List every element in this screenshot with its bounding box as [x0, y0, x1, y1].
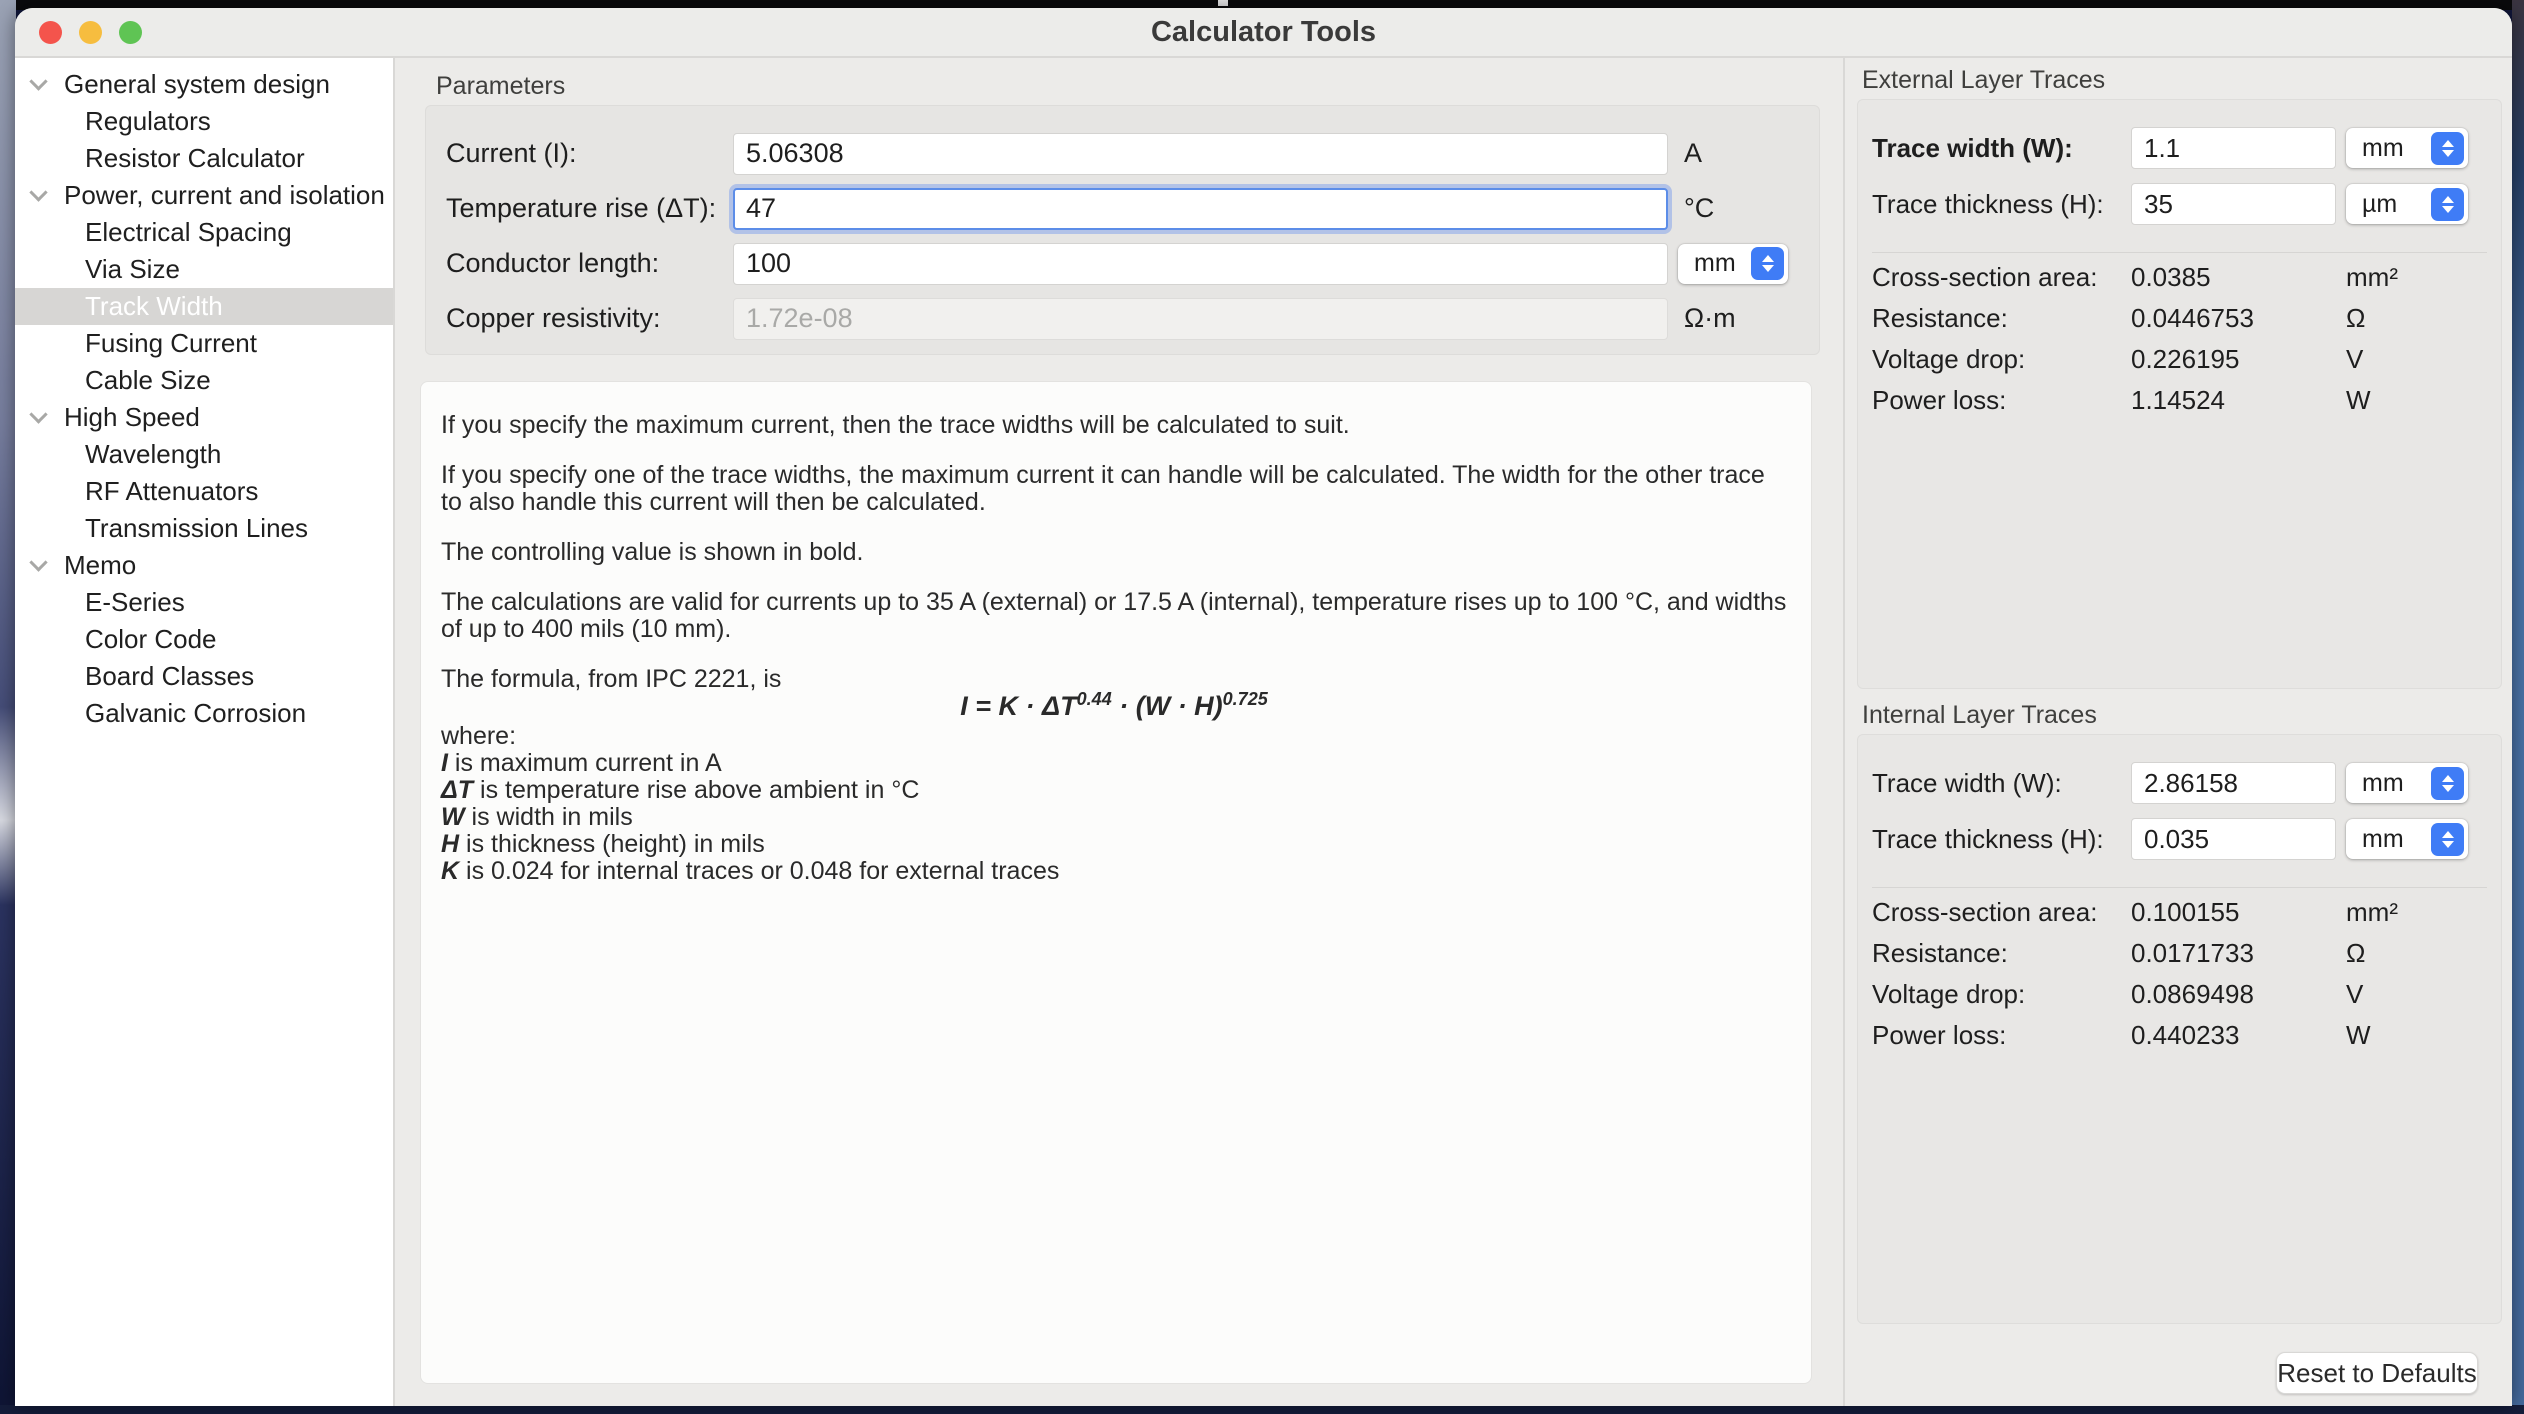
- external-trace-thickness-input[interactable]: [2131, 183, 2336, 225]
- internal-resistance-row: Resistance: 0.0171733 Ω: [1872, 938, 2366, 968]
- sidebar-item-power-current-isolation[interactable]: Power, current and isolation: [15, 177, 393, 214]
- sidebar-item-cable-size[interactable]: Cable Size: [85, 365, 211, 395]
- close-window-button[interactable]: [39, 21, 62, 44]
- where-item: I is maximum current in A: [441, 749, 722, 777]
- internal-power-loss-row: Power loss: 0.440233 W: [1872, 1020, 2371, 1050]
- temperature-rise-row: [426, 181, 1819, 236]
- conductor-length-unit-dropdown[interactable]: mm: [1678, 244, 1788, 284]
- stepper-icon: [2431, 188, 2464, 221]
- external-trace-width-label: Trace width (W):: [1872, 132, 2073, 163]
- temperature-rise-input[interactable]: [733, 188, 1668, 230]
- window-title: Calculator Tools: [1150, 15, 1377, 48]
- ipc2221-formula: $I = K \cdot \Delta T^{0.44} \cdot (W \cdot H)^{0.725}$: [960, 689, 1268, 721]
- external-layer-traces-group: [1857, 99, 2502, 689]
- sidebar-item-rf-attenuators[interactable]: RF Attenuators: [85, 476, 259, 506]
- external-power-loss-row: Power loss: 1.14524 W: [1872, 385, 2371, 415]
- internal-trace-thickness-label: Trace thickness (H):: [1872, 823, 2104, 854]
- where-item: K is 0.024 for internal traces or 0.048 for external traces: [441, 857, 1060, 885]
- current-label: Current (I):: [446, 138, 577, 168]
- parameters-group: [425, 105, 1820, 355]
- desktop-left-strip: [0, 0, 16, 1414]
- copper-resistivity-input: [733, 298, 1668, 340]
- external-trace-thickness-unit-dropdown[interactable]: µm: [2346, 184, 2468, 224]
- sidebar-item-board-classes[interactable]: Board Classes: [85, 661, 255, 691]
- sidebar-item-memo[interactable]: Memo: [15, 547, 393, 584]
- sidebar-item-color-code[interactable]: Color Code: [85, 624, 217, 654]
- internal-layer-traces-title: Internal Layer Traces: [1862, 701, 2097, 729]
- where-label: where:: [441, 722, 517, 750]
- internal-cross-section-row: Cross-section area: 0.100155 mm²: [1872, 897, 2398, 927]
- conductor-length-input[interactable]: [733, 243, 1668, 285]
- where-item: W is width in mils: [441, 803, 633, 831]
- sidebar-item-track-width[interactable]: Track Width: [15, 288, 393, 325]
- copper-resistivity-unit: Ω·m: [1684, 303, 1736, 333]
- calculator-tools-window: [15, 8, 2512, 1406]
- sidebar-item-via-size[interactable]: Via Size: [85, 254, 180, 284]
- stepper-icon: [2431, 767, 2464, 800]
- chevron-down-icon: [29, 553, 47, 571]
- help-paragraph: The calculations are valid for currents up to 35 A (external) or 17.5 A (internal), temperature rises up to 100 °C, and widths of up to 400 mils (10 mm).: [441, 588, 1787, 643]
- external-voltage-drop-row: Voltage drop: 0.226195 V: [1872, 344, 2364, 374]
- internal-trace-width-row: [1858, 755, 2501, 811]
- sidebar-item-wavelength[interactable]: Wavelength: [85, 439, 222, 469]
- internal-voltage-drop-row: Voltage drop: 0.0869498 V: [1872, 979, 2364, 1009]
- temperature-rise-unit: °C: [1684, 193, 1715, 223]
- stepper-icon: [2431, 823, 2464, 856]
- parameters-group-title: Parameters: [436, 72, 566, 100]
- where-item: H is thickness (height) in mils: [441, 830, 765, 858]
- sidebar-item-galvanic-corrosion[interactable]: Galvanic Corrosion: [85, 698, 307, 728]
- where-item: ΔT is temperature rise above ambient in °C: [441, 776, 920, 804]
- copper-resistivity-label: Copper resistivity:: [446, 303, 661, 333]
- calculator-tree-sidebar: [15, 58, 395, 1406]
- track-width-panel: [395, 58, 1843, 1406]
- desktop-bottom-strip: [0, 1405, 2524, 1414]
- desktop-notch-detail: [1218, 0, 1228, 6]
- help-paragraph: If you specify the maximum current, then the trace widths will be calculated to suit.: [441, 411, 1350, 439]
- temperature-rise-label: Temperature rise (ΔT):: [446, 193, 717, 223]
- results-panel: [1843, 58, 2512, 1406]
- current-unit: A: [1684, 138, 1703, 168]
- internal-trace-thickness-input[interactable]: [2131, 818, 2336, 860]
- external-resistance-row: Resistance: 0.0446753 Ω: [1872, 303, 2366, 333]
- internal-trace-width-label: Trace width (W):: [1872, 767, 2062, 798]
- internal-trace-width-input[interactable]: [2131, 762, 2336, 804]
- sidebar-item-resistor-calculator[interactable]: Resistor Calculator: [85, 143, 305, 173]
- sidebar-item-transmission-lines[interactable]: Transmission Lines: [85, 513, 309, 543]
- reset-to-defaults-button[interactable]: Reset to Defaults: [2276, 1352, 2478, 1394]
- title-bar[interactable]: [15, 8, 2512, 58]
- conductor-length-label: Conductor length:: [446, 248, 660, 278]
- external-trace-thickness-label: Trace thickness (H):: [1872, 188, 2104, 219]
- sidebar-item-electrical-spacing[interactable]: Electrical Spacing: [85, 217, 292, 247]
- desktop-right-strip: [2512, 0, 2524, 1414]
- stepper-icon: [2431, 132, 2464, 165]
- formula-intro: The formula, from IPC 2221, is: [441, 665, 782, 693]
- zoom-window-button[interactable]: [119, 21, 142, 44]
- chevron-down-icon: [29, 405, 47, 423]
- external-layer-traces-title: External Layer Traces: [1862, 66, 2106, 94]
- conductor-length-row: [426, 236, 1819, 291]
- copper-resistivity-row: [426, 291, 1819, 346]
- current-input[interactable]: [733, 133, 1668, 175]
- external-trace-width-unit-dropdown[interactable]: mm: [2346, 128, 2468, 168]
- internal-trace-width-unit-dropdown[interactable]: mm: [2346, 763, 2468, 803]
- sidebar-item-high-speed[interactable]: High Speed: [15, 399, 393, 436]
- chevron-down-icon: [29, 72, 47, 90]
- minimize-window-button[interactable]: [79, 21, 102, 44]
- current-row: [426, 126, 1819, 181]
- sidebar-item-general-system-design[interactable]: General system design: [15, 66, 393, 103]
- external-trace-width-row: [1858, 120, 2501, 176]
- external-cross-section-row: Cross-section area: 0.0385 mm²: [1872, 262, 2398, 292]
- help-paragraph: If you specify one of the trace widths, the maximum current it can handle will be calculated. The width for the other trace to also handle this current will then be calculated.: [441, 461, 1765, 516]
- external-trace-width-input[interactable]: [2131, 127, 2336, 169]
- internal-layer-traces-group: [1857, 734, 2502, 1324]
- sidebar-item-e-series[interactable]: E-Series: [85, 587, 185, 617]
- divider: [1872, 252, 2487, 253]
- external-trace-thickness-row: [1858, 176, 2501, 232]
- stepper-icon: [1751, 247, 1784, 280]
- sidebar-item-fusing-current[interactable]: Fusing Current: [85, 328, 257, 358]
- sidebar-item-regulators[interactable]: Regulators: [85, 106, 211, 136]
- help-text-area: [420, 381, 1812, 1384]
- traffic-lights: [39, 8, 142, 56]
- chevron-down-icon: [29, 183, 47, 201]
- help-paragraph: The controlling value is shown in bold.: [441, 538, 864, 566]
- internal-trace-thickness-row: [1858, 811, 2501, 867]
- internal-trace-thickness-unit-dropdown[interactable]: mm: [2346, 819, 2468, 859]
- divider: [1872, 887, 2487, 888]
